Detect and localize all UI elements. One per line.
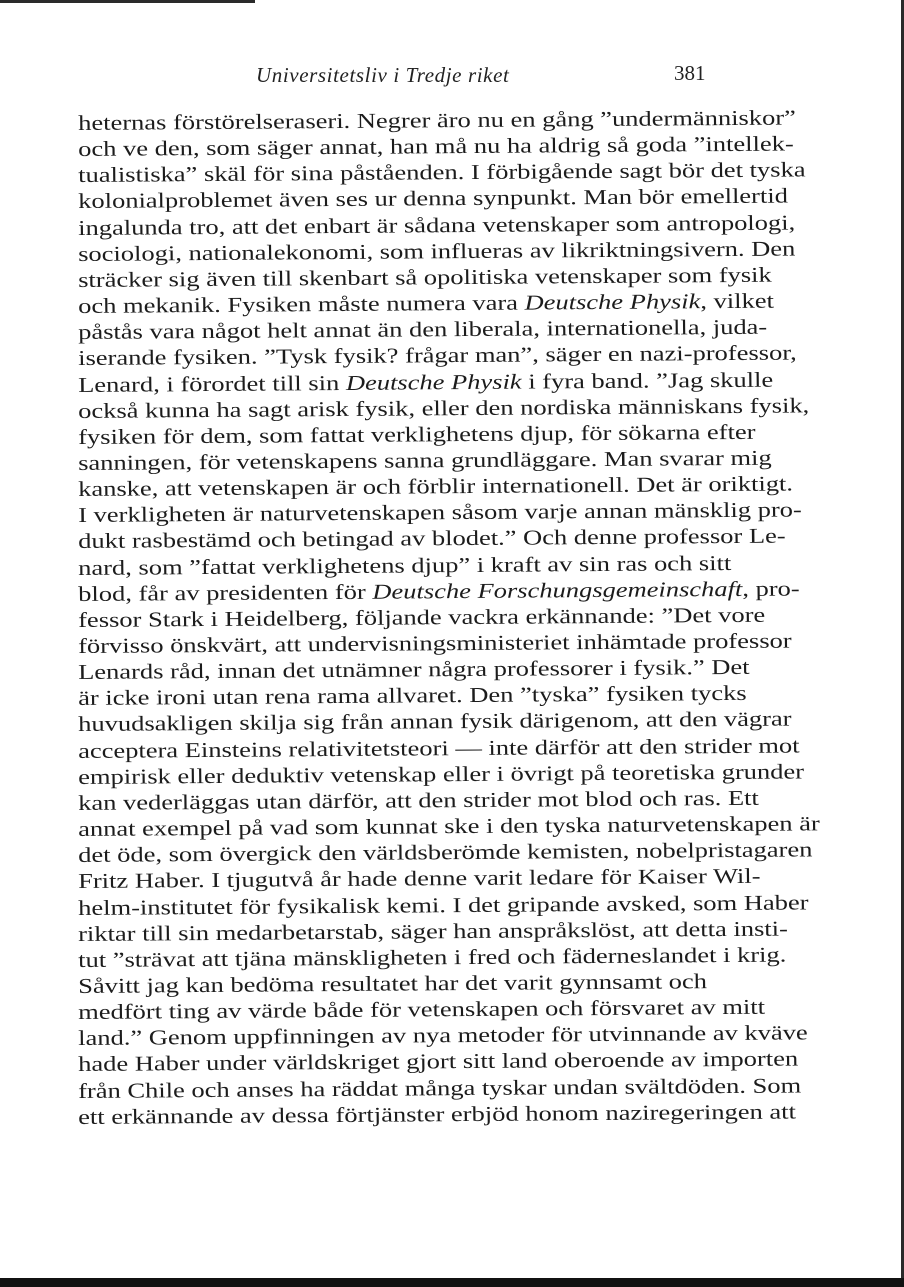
text-segment: acceptera Einsteins relativitetsteori — inte därför att den strider mot — [78, 733, 800, 763]
text-segment: förvisso önskvärt, att undervisningsministeriet inhämtade professor — [78, 628, 792, 658]
text-segment: Såvitt jag kan bedöma resultatet har det varit gynnsamt och — [78, 969, 708, 998]
text-segment: är icke ironi utan rena rama allvaret. Den ”tyska” fysiken tycks — [78, 681, 747, 711]
text-segment: I verkligheten är naturvetenskapen såsom varje annan mänsklig pro- — [78, 497, 802, 528]
text-segment: huvudsakligen skilja sig från annan fysik därigenom, att den vägrar — [78, 706, 792, 737]
text-segment: , vilket — [700, 288, 775, 314]
text-segment: sträcker sig även till skenbart så opolitiska vetenskaper som fysik — [78, 262, 772, 292]
text-segment: fessor Stark i Heidelberg, följande vackra erkännande: ”Det vore — [78, 602, 766, 632]
text-segment: annat exempel på vad som kunnat ske i den tyska naturvetenskapen är — [78, 811, 820, 842]
text-segment: hade Haber under världskriget gjort sitt land oberoende av importen — [78, 1046, 799, 1077]
running-title: Universitetsliv i Tredje riket — [256, 63, 510, 87]
scan-top-edge — [0, 0, 255, 3]
scan-bottom-edge — [0, 1278, 904, 1287]
text-segment: och mekanik. Fysiken måste numera vara — [78, 290, 525, 319]
text-segment: riktar till sin medarbetarstab, säger han anspråkslöst, att detta insti- — [78, 916, 788, 946]
text-segment: iserande fysiken. ”Tysk fysik? frågar man”, säger en nazi-professor, — [78, 340, 797, 371]
text-segment: Lenards råd, innan det utnämner några professorer i fysik.” Det — [78, 654, 750, 685]
italic-title: Deutsche Forschungsgemeinschaft — [372, 576, 743, 604]
text-segment: land.” Genom uppfinningen av nya metoder för utvinnande av kväve — [78, 1020, 808, 1051]
text-segment: , pro- — [742, 576, 800, 601]
text-segment: tualistiska” skäl för sina påståenden. I förbigående sagt bör det tyska — [78, 157, 806, 188]
text-segment: nard, som ”fattat verklighetens djup” i kraft av sin ras och sitt — [78, 550, 732, 580]
text-segment: fysiken för dem, som fattat verklighetens djup, för sökarna efter — [78, 419, 756, 449]
text-segment: ett erkännande av dessa förtjänster erbjöd honom naziregeringen att — [78, 1099, 797, 1129]
text-segment: också kunna ha sagt arisk fysik, eller den nordiska människans fysik, — [78, 393, 810, 423]
text-segment: från Chile och anses ha räddat många tyskar undan svältdöden. Som — [78, 1072, 802, 1103]
page-number: 381 — [674, 61, 706, 85]
text-segment: dukt rasbestämd och betingad av blodet.” Och denne professor Le- — [78, 523, 786, 554]
text-segment: heternas förstörelseraseri. Negrer äro nu en gång ”undermänniskor” — [78, 105, 797, 135]
text-segment: kolonialproblemet även ses ur denna synpunkt. Man bör emellertid — [78, 183, 789, 214]
italic-title: Deutsche Physik — [524, 289, 701, 315]
text-segment: medfört ting av värde både för vetenskapen och försvaret av mitt — [78, 994, 766, 1025]
text-segment: kan vederläggas utan därför, att den strider mot blod och ras. Ett — [78, 785, 759, 815]
text-segment: Lenard, i förordet till sin — [78, 370, 347, 397]
italic-title: Deutsche Physik — [345, 369, 522, 395]
text-segment: det öde, som övergick den världsberömde kemisten, nobelpristagaren — [78, 837, 813, 868]
text-segment: ingalunda tro, att det enbart är sådana vetenskaper som antropologi, — [78, 210, 796, 240]
text-segment: sociologi, nationalekonomi, som influeras av likriktningsivern. Den — [78, 236, 796, 266]
text-segment: helm-institutet för fysikalisk kemi. I det gripande avsked, som Haber — [78, 889, 809, 920]
text-segment: Fritz Haber. I tjugutvå år hade denne varit ledare för Kaiser Wil- — [78, 864, 761, 894]
text-segment: blod, får av presidenten för — [78, 579, 373, 606]
text-segment: kanske, att vetenskapen är och förblir internationell. Det är oriktigt. — [78, 471, 794, 502]
text-segment: sanningen, för vetenskapens sanna grundläggare. Man svarar mig — [78, 445, 772, 475]
text-segment: påstås vara något helt annat än den liberala, internationella, juda- — [78, 314, 768, 345]
text-segment: i fyra band. ”Jag skulle — [521, 367, 774, 394]
text-line — [78, 1098, 796, 1130]
text-segment: empirisk eller deduktiv vetenskap eller i övrigt på teoretiska grunder — [78, 759, 805, 789]
text-segment: tut ”strävat att tjäna mänskligheten i fred och fäderneslandet i krig. — [78, 942, 787, 972]
text-segment: och ve den, som säger annat, han må nu ha aldrig så goda ”intellek- — [78, 131, 794, 162]
